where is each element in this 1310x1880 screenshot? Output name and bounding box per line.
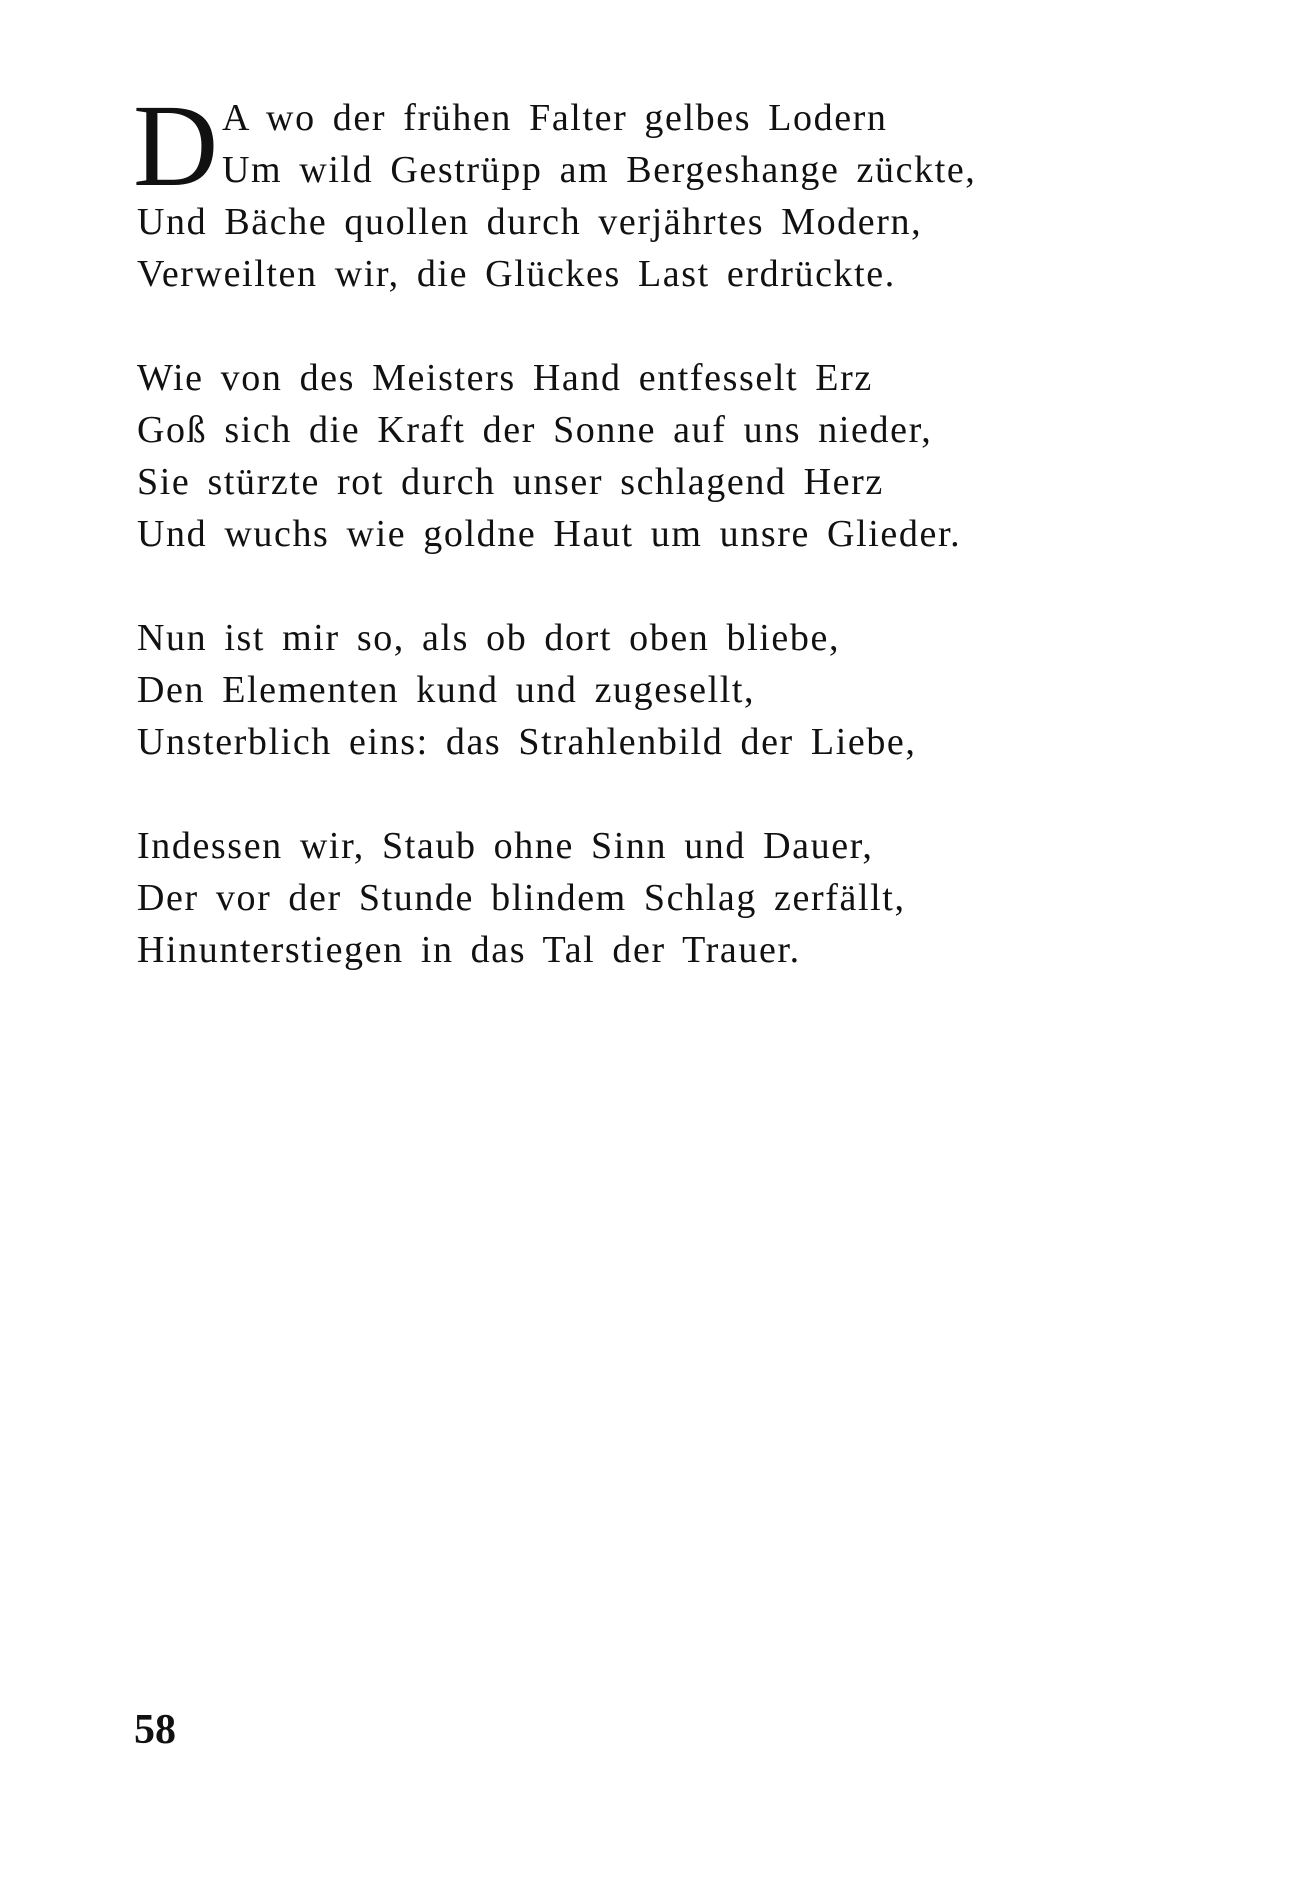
dropcap-block (133, 80, 1037, 211)
poem-line: Goß sich die Kraft der Sonne auf uns nieder, (137, 409, 933, 451)
poem-line: Um wild Gestrüpp am Bergeshange zückte, (222, 149, 977, 191)
poem-line: Den Elementen kund und zugesellt, (137, 669, 756, 711)
poem-line: Wie von des Meisters Hand entfesselt Erz (137, 357, 873, 399)
poem (133, 80, 1037, 976)
poem-line: Und Bäche quollen durch verjährtes Modern, (137, 201, 923, 243)
poem-line: Und wuchs wie goldne Haut um unsre Glieder. (137, 513, 962, 555)
stanza-1 (133, 80, 1037, 300)
poem-line: Verweilten wir, die Glückes Last erdrückte. (137, 253, 896, 295)
poem-line: Der vor der Stunde blindem Schlag zerfällt, (137, 877, 906, 919)
page-number: 58 (134, 1707, 176, 1753)
poem-line: Unsterblich eins: das Strahlenbild der Liebe, (137, 721, 917, 763)
poem-line: Sie stürzte rot durch unser schlagend Herz (137, 461, 884, 503)
drop-cap: D (133, 80, 219, 211)
poem-line: A wo der frühen Falter gelbes Lodern (222, 97, 888, 139)
poem-line: Hinunterstiegen in das Tal der Trauer. (137, 929, 801, 971)
poem-line: Nun ist mir so, als ob dort oben bliebe, (137, 617, 841, 659)
stanza-2 (137, 352, 1037, 560)
poem-line: Indessen wir, Staub ohne Sinn und Dauer, (137, 825, 874, 867)
stanza-3 (137, 612, 1037, 768)
stanza-4 (137, 820, 1037, 976)
